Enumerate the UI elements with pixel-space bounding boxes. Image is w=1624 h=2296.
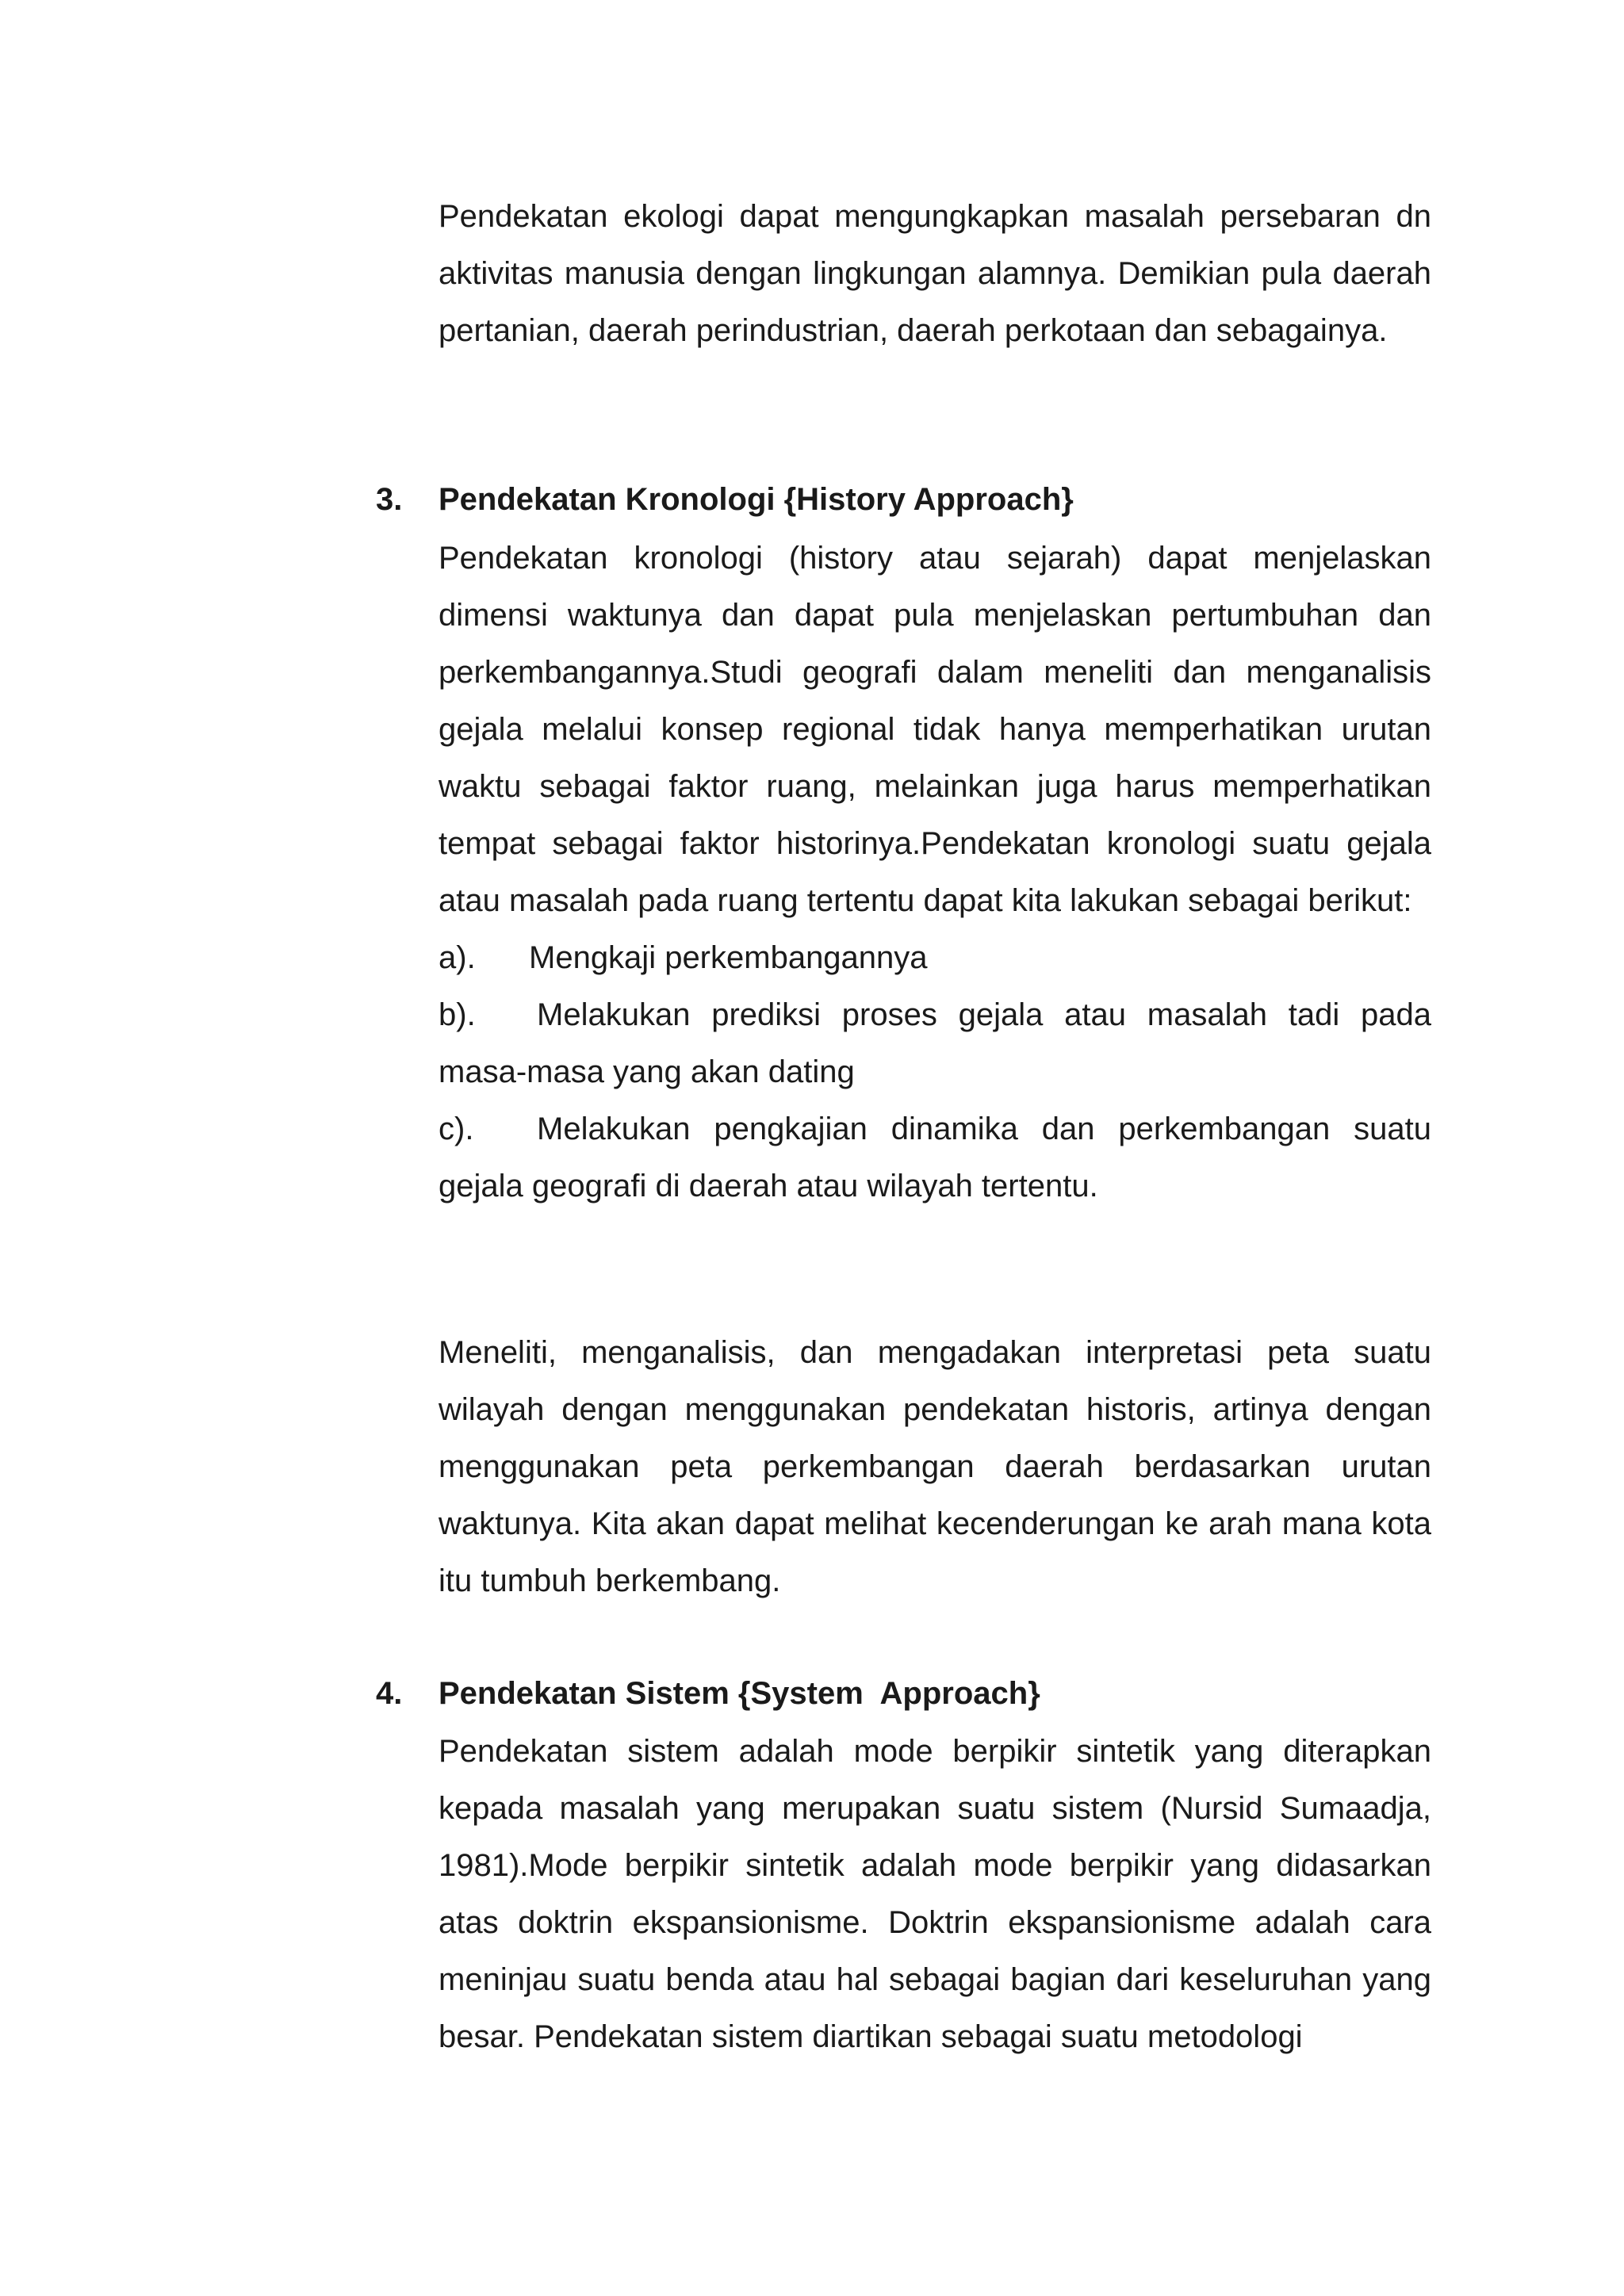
list-item-a (439, 929, 1431, 986)
paragraph-text: Meneliti, menganalisis, dan mengadakan interpretasi peta suatu wilayah dengan menggunakan pendekatan historis, artinya dengan menggunakan peta perkembangan daerah berdasarkan urutan waktunya. Kita akan dapat melihat kecenderungan ke arah mana kota itu tumbuh berkembang. (439, 1335, 1431, 1598)
list-item-c (439, 1100, 1431, 1215)
list-text: Mengkaji perkembangannya (529, 940, 928, 975)
list-marker: a). (439, 940, 476, 975)
paragraph-historical-map (439, 1324, 1431, 1609)
paragraph-text: Pendekatan ekologi dapat mengungkapkan masalah persebaran dn aktivitas manusia dengan lingkungan alamnya. Demikian pula daerah pertanian, daerah perindustrian, daerah perkotaan dan sebagainya. (439, 199, 1431, 348)
list-item-b (439, 986, 1431, 1100)
paragraph-text: Pendekatan sistem adalah mode berpikir sintetik yang diterapkan kepada masalah yang merupakan suatu sistem (Nursid Sumaadja, 1981).Mode berpikir sintetik adalah mode berpikir yang didasarkan atas doktrin ekspansionisme. Doktrin ekspansionisme adalah cara meninjau suatu benda atau hal sebagai bagian dari keseluruhan yang besar. Pendekatan sistem diartikan sebagai suatu metodologi (439, 1734, 1431, 2054)
section-title: Pendekatan Kronologi {History Approach} (439, 482, 1074, 517)
section-number: 4. (376, 1676, 403, 1711)
section-title: Pendekatan Sistem {System Approach} (439, 1676, 1040, 1711)
paragraph-system (439, 1723, 1431, 2065)
list-text: Melakukan prediksi proses gejala atau masalah tadi pada masa-masa yang akan dating (439, 997, 1431, 1089)
section-heading-3 (376, 471, 1431, 528)
section-number: 3. (376, 482, 403, 517)
list-marker: b). (439, 997, 476, 1032)
section-heading-4 (376, 1665, 1431, 1722)
list-marker: c). (439, 1112, 474, 1146)
paragraph-chronology (439, 530, 1431, 1215)
list-text: Melakukan pengkajian dinamika dan perkembangan suatu gejala geografi di daerah atau wilayah tertentu. (439, 1112, 1431, 1203)
paragraph-ecology (439, 188, 1431, 359)
paragraph-text: Pendekatan kronologi (history atau sejarah) dapat menjelaskan dimensi waktunya dan dapat pula menjelaskan pertumbuhan dan perkembangannya.Studi geografi dalam meneliti dan menganalisis gejala melalui konsep regional tidak hanya memperhatikan urutan waktu sebagai faktor ruang, melainkan juga harus memperhatikan tempat sebagai faktor historinya.Pendekatan kronologi suatu gejala atau masalah pada ruang tertentu dapat kita lakukan sebagai berikut: (439, 541, 1431, 918)
